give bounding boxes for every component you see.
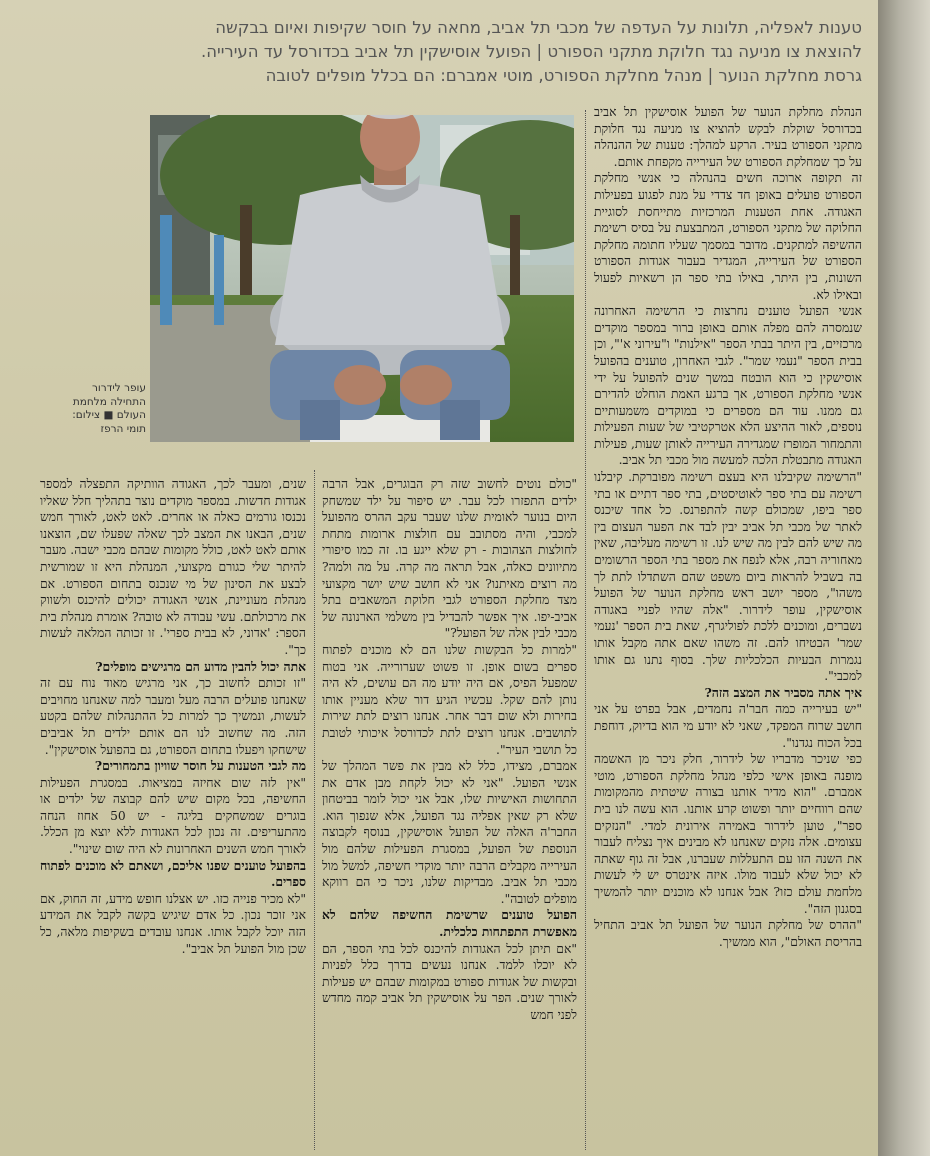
article-paragraph: שנים, ומעבר לכך, האגודה הוותיקה התפצלה למספר אגודות חדשות. במספר מוקדים נוצר בתהליך חלל שאליו נכנסו גורמים כאלה או אחרים. לאט לאט, לאורך חמש שנים, הבאנו את המצב לכך שאלה שפעלו שם, הוצאנו אותם לאט לאט, כולל מקומות שבהם מכבי ישבה. מעבר להיתר שלי כגורם מקצועי, המנהלת היא זו שמורשית לבצע את הסינון של מי שנכנס בתחום הספורט. אם מנהלת מעוניינת, אנשי האגודה יכולים להיכנס ולשווק את מרכולתם. עשי עבודה לא טובה? אומרת מנהלת בית הספר: 'אדוני, לא בבית ספרי'. זו זכותה המלאה לעשות כך". [40, 477, 306, 657]
article-photo [150, 115, 574, 442]
subheadline-line-1: טענות לאפליה, תלונות על העדפה של מכבי תל אביב, מחאה על חוסר שקיפות ואיום בבקשה [215, 18, 862, 37]
subheadline-line-3: גרסת מחלקת הנוער | מנהל מחלקת הספורט, מוטי אמברם: הם בכלל מופלים לטובה [265, 66, 862, 85]
article-column-right [594, 104, 862, 1154]
article-paragraph: "אם תיתן לכל האגודות להיכנס לכל בתי הספר, הם לא יוכלו ללמד. אנחנו נעשים בדרך כלל לפניות ובקשות של אגודות ספורט במקומות שבהם יש פעילות לאורך שנים. הפר על אוסישקין תל אביב קמה מחדש לפני חמש [322, 941, 577, 1022]
article-paragraph: כפי שניכר מדבריו של לידרור, חלק ניכר מן האשמה מופנה באופן אישי כלפי מנהל מחלקת הספורט, מוטי אמברם. "הוא מדיר אותנו בצורה שיטתית מהמקומות שהם רווחיים יותר ופשוט קרע אותנו. הוא עשה לנו בית ספר", טוען לידרור באמירה אירונית למדי. "הנזקים עצומים. אלה נזקים שאנחנו לא מבינים איך נצליח לעבור את השנה הזו עם התעללות שעברנו, אבל זה גוף שאתה לא יכול שלא לעבוד מולו. איזה אינטרס יש לי לעשות מלחמת עולם כזו? אבל אנחנו לא מוכנים יותר להמשיך בסגנון הזה". [594, 752, 862, 916]
article-paragraph: "הרשימה שקיבלנו היא בעצם רשימה מפוברקת. קיבלנו רשימה עם בתי ספר לאוטיסטים, בתי ספר דתיים או בתי ספר ביפו, שמכולם קשה להתפרנס. כל אחד שיכנס לאתר של מכבי תל אביב יבין לבד את הפער העצום בין מה שיש להם לבין מה שיש לנו. זו רשימה מעליבה, שאין מאחוריה רבה, אלא לנפח את מספר בתי הספר הרשומים בה בשביל להראות ביום משפט שהם השתדלו לתת לך משהו", מספר יושב ראש מחלקת הנוער של הפועל אוסישקין, עופר לידרור. "אלה שהיו לפניי באגודה נשברים, ומוכנים ללכת לפוליגרף, שאת בית הספר 'נעמי שמר' הבטיחו להם. זה משהו שאם אתה מקבל אותו נגמרות הבעיות הכלכליות שלך. בסוף נתנו גם אותו למכבי". [594, 470, 862, 684]
article-paragraph: "אין לזה שום אחיזה במציאות. במסגרת הפעילות החשיפה, בכל מקום שיש להם קבוצה של ילדים או בוגרים שמשחקים בליגה - יש 50 אחוז הנחה מהתעריפים. זה נכון לכל האגודות ללא יוצא מן הכלל. לאורך חמש השנים האחרונות לא היה שום שינוי". [40, 775, 306, 857]
article-column-left [40, 476, 306, 1154]
article-paragraph: זה תקופה ארוכה חשים בהנהלה כי אנשי מחלקת הספורט פועלים באופן חד צדדי על מנת לפגוע בפעילות האגודה. אחת הטענות המרכזיות מתייחסת לסוגיית החלוקה של מתקני הספורט, המתבצעת על בסיס רשימת ההשיפה למתקנים. מדובר במסמך שעליו חתומה מחלקת הספורט של העירייה, המגדיר בעבור אגודות הספורט השונות, בין היתר, באילו בתי ספר הן רשאיות לפעול ובאילו לא. [594, 171, 862, 302]
article-paragraph: אמברם, מצידו, כלל לא מבין את פשר המהלך של אנשי הפועל. "אני לא יכול לקחת מבן אדם את התחושות האישיות שלו, אבל אני יכול לומר בביטחון שלא רק שאין אפליה נגד הפועל, אלא שנפוך הוא. החבר'ה האלה של הפועל אוסישקין, בנוסף לקבוצה הנוספת של הפועל, במסגרת הפעילות שלהם מול העירייה מקבלים הרבה יותר מוקדי חשיפה, למשל מול מכבי תל אביב. מבדיקות שלנו, ניכר כי הם רווקא מופלים לטובה". [322, 759, 577, 906]
article-paragraph: "זו זכותם לחשוב כך, אני מרגיש מאוד נוח עם זה שאנחנו פועלים הרבה מעל ומעבר למה שאנחנו מחויבים לעשות, ונמשיך כך למרות כל ההתנהלות שלהם בקטע הזה. מה שחשוב לנו הם אותם ילדים תל אביבים שישחקו ויפעלו בתחום הספורט, גם בהפועל אוסישקין". [40, 676, 306, 757]
article-paragraph: "יש בעירייה כמה חבר'ה נחמדים, אבל בפרט על אני חושב שרוח המפקד, שאני לא יודע מי הוא בדיוק, דוחפת בכל הכוח נגדנו". [594, 702, 862, 750]
subheadline-line-2: להוצאת צו מניעה נגד חלוקת מתקני הספורט | הפועל אוסישקין תל אביב בכדורסל עד העירייה. [201, 42, 862, 61]
interview-question: בהפועל טוענים שפנו אליכם, ושאתם לא מוכנים לפתוח ספרים. [40, 857, 306, 890]
interview-question: הפועל טוענים שרשימת החשיפה שלהם לא מאפשרת התפתחות כלכלית. [322, 907, 577, 940]
article-paragraph: "ההרס של מחלקת הנוער של הפועל תל אביב התחיל בהריסת האולם", הוא ממשיך. [594, 918, 862, 949]
interview-question: מה לגבי הטענות על חוסר שוויון בתמחורים? [94, 758, 306, 774]
article-paragraph: "למרות כל הבקשות שלנו הם לא מוכנים לפתוח ספרים בשום אופן. זו פשוט שערורייה. אני בטוח שמפעל הפיס, אם היה יודע מה הם עושים, לא היה נותן להם שקל. עכשיו הגיע דור שלא מעניין אותו בחירות ולא שום דבר אחר. אנחנו רוצים לתת שירות לתושבים. אנחנו רוצים לתת לכדורסל איכותי לטובת כל תושבי העיר". [322, 642, 577, 757]
article-paragraph: אנשי הפועל טוענים נחרצות כי הרשימה האחרונה שנמסרה להם מפלה אותם באופן ברור במספר מוקדים מרכזיים, בין היתר בבתי הספר "אילנות" ו"עירוני א'", וכן בבית הספר "נעמי שמר". לגבי האחרון, טוענים בהפועל אוסישקין כי הוא הובטח במשך שנים להפועל על ידי אנשי מחלקת הספורט, אך ברגע האמת הוחלט להדירם גם ממנו. עוד הם מספרים כי במוקדים משמעותיים נוספים, לאור ההיצע הלא אטרקטיבי של שעות הפעילות והתמחור המופרז שמגדירה העירייה לאותן שעות, פעילות האגודה מתבטלת הלכה למעשה מול מכבי תל אביב. [594, 304, 862, 468]
page-edge [878, 0, 930, 1156]
article-paragraph: "כולם נוטים לחשוב שזה רק הבוגרים, אבל הרבה ילדים התפזרו לכל עבר. יש סיפור על ילד שמשחק היום בנוער לאומית שלנו שעבר עקב ההרס מהפועל למכבי, והיה מסתובב עם חולצות ארומות מתחת לחולצות הצהובות - רק שלא ייגע בו. זה כמו סיפורי מתיוונים כאלה, אבל תראה מה קרה. על מה ולמה? מה רוצים מאיתנו? אני לא חושב שיש יושר מקצועי מצד מחלקת הספורט לגבי חלוקת המשאבים בתל אביב-יפו. איך אפשר להבדיל בין משלמי הארנונה של מכבי לבין אלה של הפועל?" [322, 477, 577, 641]
article-paragraph: "לא מכיר פנייה כזו. יש אצלנו חופש מידע, זה החוק, אם אני זוכר נכון. כל אדם שיגיש בקשה לקבל את המידע הזה יוכל לקבל אותו. אנחנו עובדים בשקיפות מלאה, כל שכן מול הפועל תל אביב". [40, 891, 306, 956]
interview-question: אתה יכול להבין מדוע הם מרגישים מופלים? [95, 658, 306, 674]
article-paragraph: הנהלת מחלקת הנוער של הפועל אוסישקין תל אביב בכדורסל שוקלת לבקש להוציא צו מניעה נגד חלוקת מתקני הספורט בעיר. הרקע למהלך: טענות של ההנהלה על כך שמחלקת הספורט של העירייה מקפחת אותם. [594, 105, 862, 169]
column-divider-right [585, 110, 586, 1150]
interview-question: איך אתה מסביר את המצב הזה? [704, 684, 862, 700]
article-column-middle [322, 476, 577, 1154]
photo-caption: עופר לידרור התחילה מלחמת העולם ■ צילום: תומי הרפז [72, 382, 146, 435]
column-divider-left [314, 470, 315, 1150]
photo-illustration [150, 115, 574, 442]
